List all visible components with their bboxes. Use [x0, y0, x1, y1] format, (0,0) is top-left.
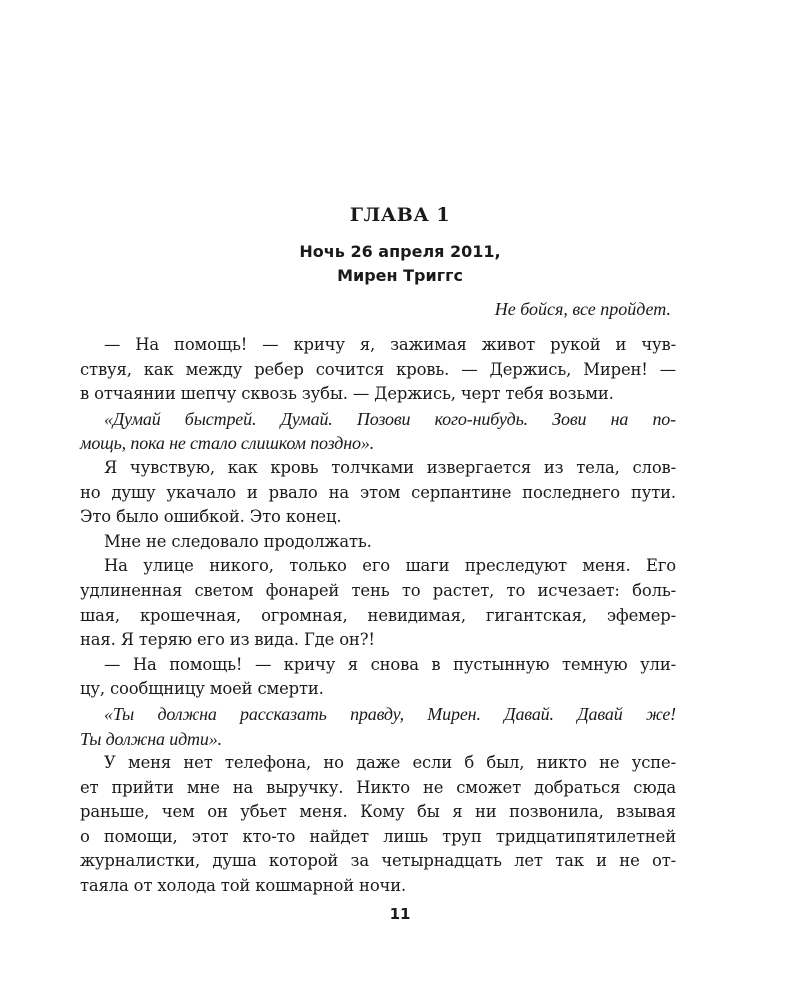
text-line: удлиненная светом фонарей тень то растет, то исчезает: боль- — [80, 580, 676, 600]
text-line: о помощи, этот кто-то найдет лишь труп тридцатипятилетней — [80, 826, 676, 846]
text-line: таяла от холода той кошмарной ночи. — [80, 876, 407, 896]
paragraph — [80, 530, 676, 555]
text-line: «Ты должна рассказать правду, Мирен. Давай. Давай же! — [104, 703, 676, 724]
text-line: — На помощь! — кричу я, зажимая живот рукой и чув- — [104, 335, 676, 354]
text-line: в отчаянии шепчу сквозь зубы. — Держись, черт тебя возьми. — [80, 384, 614, 404]
text-line: «Думай быстрей. Думай. Позови кого-нибудь. Зови на по- — [104, 408, 676, 429]
paragraph — [80, 751, 676, 899]
text-line: раньше, чем он убьет меня. Кому бы я ни позвонила, взывая — [80, 802, 676, 822]
text-line: но душу укачало и рвало на этом серпантине последнего пути. — [80, 482, 676, 502]
text-line: — На помощь! — кричу я снова в пустынную темную ули- — [104, 654, 676, 674]
subtitle-date-line: Ночь 26 апреля 2011, — [299, 242, 501, 261]
text-line: ствуя, как между ребер сочится кровь. — Держись, Мирен! — — [80, 359, 676, 379]
body-text — [80, 333, 676, 899]
text-line: На улице никого, только его шаги преследуют меня. Его — [104, 556, 676, 576]
chapter-subtitle — [0, 240, 800, 288]
text-line: Ты должна идти». — [80, 728, 222, 749]
text-line: цу, сообщницу моей смерти. — [80, 679, 324, 699]
text-line: ет прийти мне на выручку. Никто не сможет добраться сюда — [80, 777, 676, 797]
text-line: Я чувствую, как кровь толчками извергается из тела, слов- — [104, 457, 676, 477]
paragraph — [80, 456, 676, 530]
text-line: У меня нет телефона, но даже если б был, никто не успе- — [104, 753, 676, 773]
page-number: 11 — [389, 905, 411, 923]
epigraph: Не бойся, все пройдет. — [494, 299, 671, 319]
text-line: ная. Я теряю его из вида. Где он?! — [80, 630, 375, 650]
paragraph — [80, 407, 676, 456]
paragraph — [80, 554, 676, 652]
chapter-title: ГЛАВА 1 — [349, 204, 451, 226]
subtitle-name-line: Мирен Триггс — [337, 266, 463, 285]
text-line: Это было ошибкой. Это конец. — [80, 507, 342, 527]
text-line: Мне не следовало продолжать. — [104, 531, 372, 551]
text-line: мощь, пока не стало слишком поздно». — [80, 433, 375, 454]
text-line: шая, крошечная, огромная, невидимая, гигантская, эфемер- — [80, 605, 676, 625]
paragraph — [80, 333, 676, 407]
paragraph — [80, 653, 676, 702]
text-line: журналистки, душа которой за четырнадцать лет так и не от- — [80, 851, 676, 871]
paragraph — [80, 702, 676, 751]
